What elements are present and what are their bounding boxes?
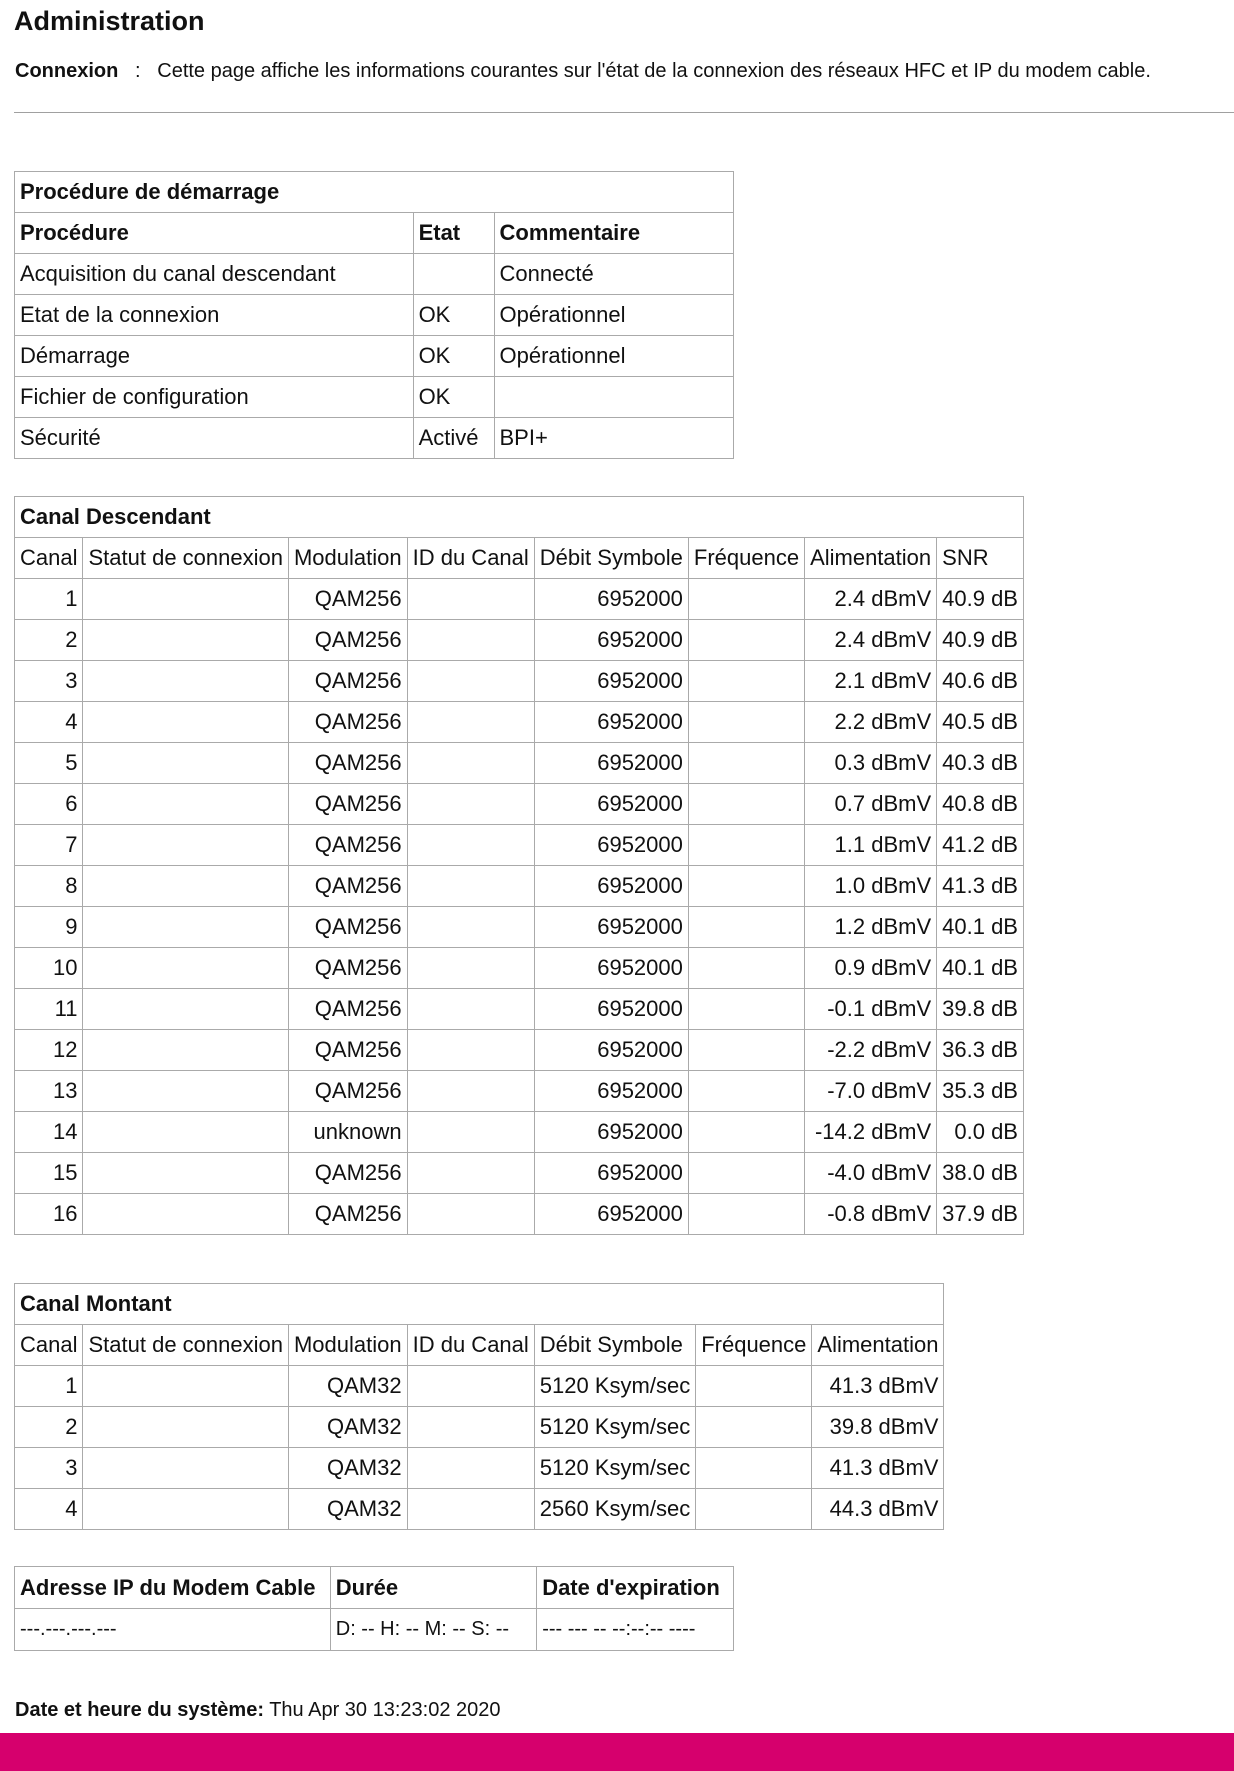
table-row (15, 1448, 944, 1489)
procedure-cell: Fichier de configuration (15, 377, 414, 418)
modulation-cell: QAM256 (288, 784, 407, 825)
state-cell: OK (413, 336, 494, 377)
frequency-cell (688, 866, 804, 907)
modulation-cell: QAM256 (288, 661, 407, 702)
column-header: Fréquence (696, 1325, 812, 1366)
channel-id-cell (407, 1489, 534, 1530)
frequency-cell (688, 989, 804, 1030)
channel-number-cell: 3 (15, 1448, 83, 1489)
channel-number-cell: 12 (15, 1030, 83, 1071)
snr-cell: 0.0 dB (937, 1112, 1024, 1153)
channel-id-cell (407, 1448, 534, 1489)
connection-status-cell (83, 702, 288, 743)
channel-number-cell: 4 (15, 702, 83, 743)
channel-number-cell: 1 (15, 1366, 83, 1407)
channel-number-cell: 15 (15, 1153, 83, 1194)
frequency-cell (688, 1030, 804, 1071)
channel-number-cell: 7 (15, 825, 83, 866)
snr-cell: 39.8 dB (937, 989, 1024, 1030)
modulation-cell: QAM256 (288, 1071, 407, 1112)
column-header: Adresse IP du Modem Cable (15, 1567, 331, 1609)
connection-status-cell (83, 1366, 288, 1407)
modulation-cell: QAM32 (288, 1366, 407, 1407)
snr-cell: 40.9 dB (937, 620, 1024, 661)
header-divider (14, 112, 1234, 113)
modulation-cell: QAM256 (288, 948, 407, 989)
channel-id-cell (407, 620, 534, 661)
snr-cell: 40.8 dB (937, 784, 1024, 825)
comment-cell: Opérationnel (494, 295, 734, 336)
table-row (15, 907, 1024, 948)
channel-number-cell: 3 (15, 661, 83, 702)
column-header: Commentaire (494, 213, 734, 254)
symbol-rate-cell: 6952000 (534, 1153, 688, 1194)
column-header: Procédure (15, 213, 414, 254)
connection-status-cell (83, 1448, 288, 1489)
column-header: Statut de connexion (83, 1325, 288, 1366)
frequency-cell (688, 1194, 804, 1235)
power-cell: -7.0 dBmV (805, 1071, 937, 1112)
modulation-cell: QAM32 (288, 1489, 407, 1530)
frequency-cell (688, 661, 804, 702)
symbol-rate-cell: 6952000 (534, 1071, 688, 1112)
channel-number-cell: 8 (15, 866, 83, 907)
modulation-cell: QAM256 (288, 743, 407, 784)
modulation-cell: QAM256 (288, 1153, 407, 1194)
table-caption-row (15, 1284, 944, 1325)
symbol-rate-cell: 6952000 (534, 948, 688, 989)
symbol-rate-cell: 6952000 (534, 825, 688, 866)
snr-cell: 41.2 dB (937, 825, 1024, 866)
table-row (15, 1071, 1024, 1112)
state-cell: Activé (413, 418, 494, 459)
table-row (15, 989, 1024, 1030)
power-cell: -4.0 dBmV (805, 1153, 937, 1194)
modulation-cell: QAM256 (288, 825, 407, 866)
table-row (15, 377, 734, 418)
connection-status-cell (83, 1153, 288, 1194)
modulation-cell: QAM256 (288, 907, 407, 948)
table-row (15, 866, 1024, 907)
power-cell: 0.7 dBmV (805, 784, 937, 825)
frequency-cell (688, 702, 804, 743)
column-header: Date d'expiration (537, 1567, 734, 1609)
startup-procedure-table (14, 171, 734, 459)
table-row (15, 418, 734, 459)
table-row (15, 1112, 1024, 1153)
comment-cell (494, 377, 734, 418)
power-cell: -14.2 dBmV (805, 1112, 937, 1153)
power-cell: 41.3 dBmV (812, 1366, 944, 1407)
channel-number-cell: 6 (15, 784, 83, 825)
power-cell: 1.1 dBmV (805, 825, 937, 866)
table-header-row (15, 1567, 734, 1609)
table-row (15, 702, 1024, 743)
frequency-cell (688, 1071, 804, 1112)
comment-cell: Opérationnel (494, 336, 734, 377)
connection-status-cell (83, 1194, 288, 1235)
snr-cell: 35.3 dB (937, 1071, 1024, 1112)
connection-status-cell (83, 1112, 288, 1153)
system-datetime (15, 1699, 501, 1722)
snr-cell: 38.0 dB (937, 1153, 1024, 1194)
state-cell (413, 254, 494, 295)
column-header: Fréquence (688, 538, 804, 579)
snr-cell: 40.3 dB (937, 743, 1024, 784)
snr-cell: 40.5 dB (937, 702, 1024, 743)
modulation-cell: QAM256 (288, 866, 407, 907)
symbol-rate-cell: 6952000 (534, 907, 688, 948)
modem-ip-address: ---.---.---.--- (15, 1609, 331, 1651)
frequency-cell (688, 579, 804, 620)
connection-status-cell (83, 866, 288, 907)
frequency-cell (696, 1407, 812, 1448)
frequency-cell (688, 620, 804, 661)
channel-number-cell: 4 (15, 1489, 83, 1530)
power-cell: -2.2 dBmV (805, 1030, 937, 1071)
connection-status-cell (83, 579, 288, 620)
table-row (15, 1407, 944, 1448)
ip-address-table (14, 1566, 734, 1651)
symbol-rate-cell: 6952000 (534, 579, 688, 620)
procedure-cell: Sécurité (15, 418, 414, 459)
column-header: Statut de connexion (83, 538, 288, 579)
power-cell: 0.9 dBmV (805, 948, 937, 989)
connection-status-cell (83, 620, 288, 661)
downstream-channel-table (14, 496, 1024, 1235)
section-label: Connexion (15, 60, 119, 82)
column-header: Modulation (288, 538, 407, 579)
frequency-cell (688, 743, 804, 784)
frequency-cell (688, 825, 804, 866)
modulation-cell: QAM256 (288, 579, 407, 620)
channel-id-cell (407, 907, 534, 948)
lease-duration: D: -- H: -- M: -- S: -- (330, 1609, 536, 1651)
connection-status-cell (83, 1489, 288, 1530)
channel-id-cell (407, 1407, 534, 1448)
power-cell: 0.3 dBmV (805, 743, 937, 784)
comment-cell: BPI+ (494, 418, 734, 459)
channel-id-cell (407, 866, 534, 907)
modulation-cell: QAM256 (288, 989, 407, 1030)
connection-status-cell (83, 743, 288, 784)
connection-status-cell (83, 825, 288, 866)
connection-status-cell (83, 1407, 288, 1448)
snr-cell: 40.1 dB (937, 948, 1024, 989)
table-row (15, 336, 734, 377)
table-row (15, 1366, 944, 1407)
power-cell: 41.3 dBmV (812, 1448, 944, 1489)
downstream-table-caption: Canal Descendant (15, 497, 1024, 538)
channel-number-cell: 2 (15, 620, 83, 661)
power-cell: -0.1 dBmV (805, 989, 937, 1030)
frequency-cell (688, 1112, 804, 1153)
table-row (15, 1609, 734, 1651)
connection-status-cell (83, 948, 288, 989)
frequency-cell (688, 1153, 804, 1194)
modulation-cell: QAM32 (288, 1407, 407, 1448)
channel-number-cell: 16 (15, 1194, 83, 1235)
column-header: Canal (15, 1325, 83, 1366)
state-cell: OK (413, 377, 494, 418)
table-row (15, 620, 1024, 661)
table-row (15, 254, 734, 295)
symbol-rate-cell: 6952000 (534, 989, 688, 1030)
channel-id-cell (407, 989, 534, 1030)
power-cell: 2.4 dBmV (805, 620, 937, 661)
section-separator: : (135, 60, 141, 82)
state-cell: OK (413, 295, 494, 336)
procedure-cell: Etat de la connexion (15, 295, 414, 336)
table-row (15, 1489, 944, 1530)
channel-number-cell: 1 (15, 579, 83, 620)
snr-cell: 40.1 dB (937, 907, 1024, 948)
snr-cell: 40.6 dB (937, 661, 1024, 702)
channel-number-cell: 14 (15, 1112, 83, 1153)
channel-id-cell (407, 579, 534, 620)
column-header: ID du Canal (407, 538, 534, 579)
channel-number-cell: 5 (15, 743, 83, 784)
table-caption-row (15, 497, 1024, 538)
comment-cell: Connecté (494, 254, 734, 295)
table-row (15, 579, 1024, 620)
channel-number-cell: 10 (15, 948, 83, 989)
upstream-channel-table (14, 1283, 944, 1530)
power-cell: 39.8 dBmV (812, 1407, 944, 1448)
page-intro (15, 60, 1151, 83)
channel-id-cell (407, 743, 534, 784)
connection-status-cell (83, 907, 288, 948)
column-header: Modulation (288, 1325, 407, 1366)
table-row (15, 825, 1024, 866)
column-header: Etat (413, 213, 494, 254)
symbol-rate-cell: 6952000 (534, 620, 688, 661)
table-row (15, 1153, 1024, 1194)
modulation-cell: QAM256 (288, 1194, 407, 1235)
channel-id-cell (407, 1366, 534, 1407)
footer-bar (0, 1733, 1234, 1771)
modulation-cell: QAM256 (288, 620, 407, 661)
column-header: Débit Symbole (534, 1325, 695, 1366)
column-header: Alimentation (805, 538, 937, 579)
symbol-rate-cell: 6952000 (534, 866, 688, 907)
snr-cell: 37.9 dB (937, 1194, 1024, 1235)
power-cell: 2.1 dBmV (805, 661, 937, 702)
snr-cell: 40.9 dB (937, 579, 1024, 620)
table-row (15, 661, 1024, 702)
channel-id-cell (407, 1071, 534, 1112)
column-header: SNR (937, 538, 1024, 579)
channel-id-cell (407, 1194, 534, 1235)
connection-status-cell (83, 989, 288, 1030)
modulation-cell: unknown (288, 1112, 407, 1153)
channel-id-cell (407, 1112, 534, 1153)
symbol-rate-cell: 6952000 (534, 784, 688, 825)
power-cell: 2.4 dBmV (805, 579, 937, 620)
snr-cell: 41.3 dB (937, 866, 1024, 907)
channel-id-cell (407, 825, 534, 866)
page-title: Administration (14, 6, 205, 36)
column-header: Débit Symbole (534, 538, 688, 579)
procedure-cell: Démarrage (15, 336, 414, 377)
table-row (15, 784, 1024, 825)
frequency-cell (696, 1489, 812, 1530)
table-row (15, 743, 1024, 784)
power-cell: 44.3 dBmV (812, 1489, 944, 1530)
channel-number-cell: 9 (15, 907, 83, 948)
channel-id-cell (407, 702, 534, 743)
table-header-row (15, 1325, 944, 1366)
column-header: ID du Canal (407, 1325, 534, 1366)
table-header-row (15, 538, 1024, 579)
system-datetime-value: Thu Apr 30 13:23:02 2020 (269, 1699, 501, 1721)
lease-expiration: --- --- -- --:--:-- ---- (537, 1609, 734, 1651)
table-row (15, 1194, 1024, 1235)
symbol-rate-cell: 5120 Ksym/sec (534, 1407, 695, 1448)
symbol-rate-cell: 5120 Ksym/sec (534, 1366, 695, 1407)
symbol-rate-cell: 6952000 (534, 1112, 688, 1153)
column-header: Canal (15, 538, 83, 579)
channel-number-cell: 13 (15, 1071, 83, 1112)
frequency-cell (696, 1448, 812, 1489)
connection-status-cell (83, 784, 288, 825)
section-description: Cette page affiche les informations courantes sur l'état de la connexion des réseaux HFC et IP du modem cable. (157, 60, 1151, 82)
power-cell: 2.2 dBmV (805, 702, 937, 743)
channel-id-cell (407, 948, 534, 989)
power-cell: -0.8 dBmV (805, 1194, 937, 1235)
upstream-table-caption: Canal Montant (15, 1284, 944, 1325)
startup-table-caption: Procédure de démarrage (15, 172, 734, 213)
channel-number-cell: 2 (15, 1407, 83, 1448)
table-caption-row (15, 172, 734, 213)
symbol-rate-cell: 2560 Ksym/sec (534, 1489, 695, 1530)
connection-status-cell (83, 1030, 288, 1071)
procedure-cell: Acquisition du canal descendant (15, 254, 414, 295)
modulation-cell: QAM256 (288, 702, 407, 743)
frequency-cell (688, 907, 804, 948)
symbol-rate-cell: 6952000 (534, 702, 688, 743)
symbol-rate-cell: 6952000 (534, 661, 688, 702)
channel-id-cell (407, 661, 534, 702)
table-row (15, 295, 734, 336)
modulation-cell: QAM256 (288, 1030, 407, 1071)
frequency-cell (688, 784, 804, 825)
frequency-cell (688, 948, 804, 989)
system-datetime-label: Date et heure du système: (15, 1699, 264, 1721)
modulation-cell: QAM32 (288, 1448, 407, 1489)
symbol-rate-cell: 6952000 (534, 1194, 688, 1235)
table-row (15, 1030, 1024, 1071)
snr-cell: 36.3 dB (937, 1030, 1024, 1071)
power-cell: 1.0 dBmV (805, 866, 937, 907)
table-header-row (15, 213, 734, 254)
channel-id-cell (407, 1030, 534, 1071)
table-row (15, 948, 1024, 989)
column-header: Alimentation (812, 1325, 944, 1366)
power-cell: 1.2 dBmV (805, 907, 937, 948)
channel-id-cell (407, 1153, 534, 1194)
column-header: Durée (330, 1567, 536, 1609)
connection-status-cell (83, 1071, 288, 1112)
channel-id-cell (407, 784, 534, 825)
connection-status-cell (83, 661, 288, 702)
channel-number-cell: 11 (15, 989, 83, 1030)
frequency-cell (696, 1366, 812, 1407)
symbol-rate-cell: 6952000 (534, 743, 688, 784)
symbol-rate-cell: 5120 Ksym/sec (534, 1448, 695, 1489)
symbol-rate-cell: 6952000 (534, 1030, 688, 1071)
